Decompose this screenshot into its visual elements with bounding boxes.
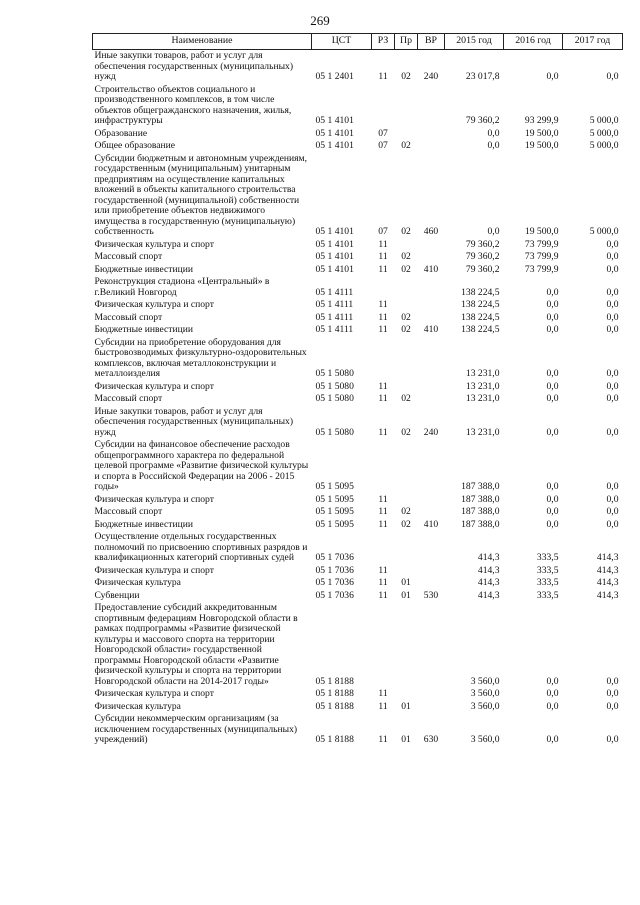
row-2015: 3 560,0 xyxy=(470,734,500,745)
row-2017: 0,0 xyxy=(606,688,619,699)
row-2016: 0,0 xyxy=(546,393,559,404)
row-rz: 07 xyxy=(378,140,388,151)
row-2016: 0,0 xyxy=(546,368,559,379)
row-2015: 138 224,5 xyxy=(461,286,500,298)
row-cst: 05 1 5080 xyxy=(315,380,354,392)
row-name: Образование xyxy=(94,127,148,139)
row-cst: 05 1 5080 xyxy=(315,393,354,404)
row-rz xyxy=(372,531,395,565)
row-2015: 0,0 xyxy=(487,127,500,139)
row-2015: 3 560,0 xyxy=(470,675,500,687)
row-vr: 460 xyxy=(423,226,439,237)
row-vr: 410 xyxy=(423,518,439,530)
row-vr xyxy=(418,565,445,578)
table-row xyxy=(93,239,623,252)
row-vr xyxy=(418,128,445,141)
row-cst: 05 1 5095 xyxy=(315,481,354,492)
row-pr: 01 xyxy=(401,700,411,712)
row-2016: 19 500,0 xyxy=(524,140,559,151)
row-cst: 05 1 5095 xyxy=(315,493,354,505)
row-rz: 11 xyxy=(378,426,388,438)
row-rz: 11 xyxy=(378,577,388,588)
row-2017: 5 000,0 xyxy=(589,226,619,237)
row-pr: 02 xyxy=(401,71,411,82)
row-rz: 11 xyxy=(378,493,388,505)
row-rz: 11 xyxy=(378,688,388,699)
row-name: Субсидии бюджетным и автономным учреждениям, государственным (муниципальным) унитарным предприятиям на осуществление капитальных вложений в объекты капитального строительства государственной (муниципальной) собственности или приобретение объектов недвижимого имущества в государственную (муниципальную) собственность xyxy=(94,152,308,237)
row-rz: 11 xyxy=(378,564,388,576)
row-rz: 11 xyxy=(378,71,388,82)
row-rz xyxy=(372,439,395,494)
row-cst: 05 1 5080 xyxy=(315,426,354,438)
table-row xyxy=(93,337,623,381)
row-vr xyxy=(418,140,445,153)
row-pr xyxy=(395,128,418,141)
row-2015: 138 224,5 xyxy=(461,324,500,335)
row-name: Физическая культура и спорт xyxy=(94,564,214,576)
row-name: Физическая культура xyxy=(94,577,181,588)
row-pr: 02 xyxy=(401,518,411,530)
row-2015: 79 360,2 xyxy=(465,251,500,262)
row-2016: 0,0 xyxy=(546,688,559,699)
row-2015: 138 224,5 xyxy=(461,311,500,323)
row-2016: 0,0 xyxy=(546,299,559,310)
row-cst: 05 1 4101 xyxy=(315,127,354,139)
row-name: Предоставление субсидий аккредитованным спортивным федерациям Новгородской области в рамках подпрограммы «Развитие физической культуры и массового спорта на территории Новгородской области» государственной программы Новгородской области «Развитие физической культуры и спорта на территории Новгородской области на 2014-2017 годы» xyxy=(94,602,298,687)
row-name: Осуществление отдельных государственных полномочий по присвоению спортивных разрядов и квалификационных категорий спортивных судей xyxy=(94,531,308,563)
row-pr xyxy=(395,494,418,507)
row-2017: 0,0 xyxy=(606,426,619,438)
table-row xyxy=(93,713,623,747)
row-2017: 0,0 xyxy=(606,675,619,687)
row-vr xyxy=(418,84,445,128)
row-2016: 0,0 xyxy=(546,493,559,505)
row-2017: 414,3 xyxy=(596,577,619,588)
table-row xyxy=(93,128,623,141)
row-name: Иные закупки товаров, работ и услуг для обеспечения государственных (муниципальных) нужд xyxy=(94,405,294,438)
row-pr xyxy=(395,337,418,381)
row-2017: 5 000,0 xyxy=(589,140,619,151)
table-row xyxy=(93,565,623,578)
row-vr xyxy=(418,239,445,252)
row-pr xyxy=(395,439,418,494)
table-row xyxy=(93,140,623,153)
row-name: Массовый спорт xyxy=(94,393,163,404)
row-pr: 02 xyxy=(401,426,411,438)
row-cst: 05 1 4111 xyxy=(315,311,354,323)
row-2016: 93 299,9 xyxy=(524,115,559,126)
row-cst: 05 1 7036 xyxy=(315,577,354,588)
row-pr: 02 xyxy=(401,506,411,517)
table-row xyxy=(93,299,623,312)
row-pr xyxy=(395,381,418,394)
row-2016: 0,0 xyxy=(546,426,559,438)
table-row xyxy=(93,519,623,532)
table-row xyxy=(93,50,623,84)
row-name: Бюджетные инвестиции xyxy=(94,263,193,275)
row-2017: 414,3 xyxy=(596,564,619,576)
row-2017: 0,0 xyxy=(606,324,619,335)
row-pr xyxy=(395,84,418,128)
row-2015: 187 388,0 xyxy=(461,506,500,517)
row-2015: 187 388,0 xyxy=(461,493,500,505)
row-2015: 0,0 xyxy=(487,140,500,151)
row-2017: 5 000,0 xyxy=(589,127,619,139)
row-cst: 05 1 7036 xyxy=(315,552,354,563)
row-2015: 13 231,0 xyxy=(465,380,500,392)
row-2016: 333,5 xyxy=(536,589,559,601)
row-rz: 11 xyxy=(378,311,388,323)
row-name: Бюджетные инвестиции xyxy=(94,324,193,335)
row-2016: 0,0 xyxy=(546,700,559,712)
row-cst: 05 1 4101 xyxy=(315,115,354,126)
table-body xyxy=(93,50,623,747)
row-vr xyxy=(418,688,445,701)
row-2016: 333,5 xyxy=(536,577,559,588)
row-name: Субсидии на финансовое обеспечение расходов общепрограммного характера по федеральной целевой программе «Развитие физической культуры и спорта в Российской Федерации на 2006 - 2015 годы» xyxy=(94,439,309,492)
table-row xyxy=(93,577,623,590)
row-cst: 05 1 4101 xyxy=(315,226,354,237)
row-2017: 0,0 xyxy=(606,700,619,712)
row-2015: 79 360,2 xyxy=(465,238,500,250)
row-name: Иные закупки товаров, работ и услуг для обеспечения государственных (муниципальных) нужд xyxy=(94,50,294,82)
row-2015: 187 388,0 xyxy=(461,481,500,492)
row-2016: 0,0 xyxy=(546,71,559,82)
budget-table xyxy=(92,33,623,747)
row-cst: 05 1 8188 xyxy=(315,700,354,712)
row-pr xyxy=(395,565,418,578)
row-2015: 414,3 xyxy=(477,552,500,563)
table-row xyxy=(93,531,623,565)
row-vr xyxy=(418,251,445,264)
row-vr xyxy=(418,494,445,507)
table-row xyxy=(93,264,623,277)
row-vr xyxy=(418,577,445,590)
table-row xyxy=(93,312,623,325)
row-name: Физическая культура и спорт xyxy=(94,493,214,505)
row-rz xyxy=(372,602,395,688)
page-number: 269 xyxy=(310,13,330,28)
row-2017: 0,0 xyxy=(606,286,619,298)
row-cst: 05 1 5080 xyxy=(315,368,354,379)
row-2017: 5 000,0 xyxy=(589,115,619,126)
row-2017: 0,0 xyxy=(606,393,619,404)
row-2016: 0,0 xyxy=(546,506,559,517)
header-cst: ЦСТ xyxy=(312,34,372,50)
row-rz: 11 xyxy=(378,263,388,275)
row-rz: 11 xyxy=(378,238,388,250)
header-year-2016: 2016 год xyxy=(504,34,563,50)
row-pr: 02 xyxy=(401,226,411,237)
row-name: Субсидии на приобретение оборудования для быстровозводимых физкультурно-оздоровительных комплексов, включая металлоконструкции и металлоизделия xyxy=(94,336,307,379)
table-row xyxy=(93,381,623,394)
row-cst: 05 1 7036 xyxy=(315,589,354,601)
row-vr xyxy=(418,602,445,688)
row-vr xyxy=(418,506,445,519)
row-rz: 11 xyxy=(378,589,388,601)
row-rz: 11 xyxy=(378,393,388,404)
row-2017: 0,0 xyxy=(606,71,619,82)
row-2017: 0,0 xyxy=(606,493,619,505)
row-cst: 05 1 4111 xyxy=(315,286,354,298)
row-cst: 05 1 4101 xyxy=(315,238,354,250)
row-2017: 0,0 xyxy=(606,380,619,392)
row-2016: 0,0 xyxy=(546,481,559,492)
row-name: Массовый спорт xyxy=(94,506,163,517)
row-2017: 0,0 xyxy=(606,251,619,262)
row-name: Реконструкция стадиона «Центральный» в г.Великий Новгород xyxy=(94,276,270,298)
row-vr: 410 xyxy=(423,263,439,275)
row-name: Физическая культура и спорт xyxy=(94,299,214,310)
row-name: Бюджетные инвестиции xyxy=(94,518,193,530)
row-cst: 05 1 8188 xyxy=(315,688,354,699)
row-2015: 3 560,0 xyxy=(470,688,500,699)
row-pr: 01 xyxy=(401,577,411,588)
row-rz: 11 xyxy=(378,251,388,262)
row-rz xyxy=(372,337,395,381)
row-vr xyxy=(418,276,445,299)
row-cst: 05 1 5095 xyxy=(315,518,354,530)
row-2015: 79 360,2 xyxy=(465,115,500,126)
header-year-2017: 2017 год xyxy=(563,34,623,50)
row-cst: 05 1 4101 xyxy=(315,263,354,275)
row-vr xyxy=(418,381,445,394)
table-row xyxy=(93,506,623,519)
row-name: Физическая культура и спорт xyxy=(94,688,214,699)
row-2017: 0,0 xyxy=(606,311,619,323)
row-2017: 0,0 xyxy=(606,238,619,250)
row-rz: 11 xyxy=(378,734,388,745)
row-vr: 240 xyxy=(423,71,439,82)
row-2016: 0,0 xyxy=(546,311,559,323)
table-row xyxy=(93,439,623,494)
row-pr: 02 xyxy=(401,140,411,151)
row-name: Физическая культура xyxy=(94,700,181,712)
row-pr: 02 xyxy=(401,324,411,335)
row-rz: 07 xyxy=(378,127,388,139)
row-rz: 11 xyxy=(378,700,388,712)
row-cst: 05 1 7036 xyxy=(315,564,354,576)
table-row xyxy=(93,688,623,701)
row-2015: 138 224,5 xyxy=(461,299,500,310)
header-pr: Пр xyxy=(395,34,418,50)
row-vr: 530 xyxy=(423,589,439,601)
row-2015: 3 560,0 xyxy=(470,700,500,712)
row-vr: 630 xyxy=(423,734,439,745)
header-year-2015: 2015 год xyxy=(445,34,504,50)
row-rz: 07 xyxy=(378,226,388,237)
row-2016: 0,0 xyxy=(546,518,559,530)
row-2016: 0,0 xyxy=(546,380,559,392)
row-pr xyxy=(395,239,418,252)
row-2017: 0,0 xyxy=(606,299,619,310)
row-2016: 73 799,9 xyxy=(524,238,559,250)
table-row xyxy=(93,153,623,239)
row-2015: 79 360,2 xyxy=(465,263,500,275)
row-rz: 11 xyxy=(378,518,388,530)
table-row xyxy=(93,393,623,406)
row-cst: 05 1 4101 xyxy=(315,140,354,151)
row-vr xyxy=(418,299,445,312)
row-pr xyxy=(395,602,418,688)
row-2016: 333,5 xyxy=(536,552,559,563)
row-name: Физическая культура и спорт xyxy=(94,238,214,250)
row-pr: 02 xyxy=(401,263,411,275)
row-cst: 05 1 8188 xyxy=(315,734,354,745)
row-vr: 410 xyxy=(423,324,439,335)
table-row xyxy=(93,590,623,603)
row-2015: 23 017,8 xyxy=(465,71,500,82)
row-vr xyxy=(418,337,445,381)
row-2016: 73 799,9 xyxy=(524,251,559,262)
table-row xyxy=(93,494,623,507)
row-2016: 19 500,0 xyxy=(524,127,559,139)
row-2015: 414,3 xyxy=(477,589,500,601)
row-2015: 13 231,0 xyxy=(465,426,500,438)
row-2017: 414,3 xyxy=(596,552,619,563)
row-name: Массовый спорт xyxy=(94,251,163,262)
row-2017: 0,0 xyxy=(606,263,619,275)
table-header xyxy=(93,34,623,50)
row-2015: 187 388,0 xyxy=(461,518,500,530)
row-name: Физическая культура и спорт xyxy=(94,380,214,392)
row-pr xyxy=(395,299,418,312)
row-2016: 0,0 xyxy=(546,286,559,298)
row-name: Общее образование xyxy=(94,140,176,151)
row-name: Субвенции xyxy=(94,589,140,601)
row-2015: 13 231,0 xyxy=(465,368,500,379)
header-vr: ВР xyxy=(418,34,445,50)
row-rz: 11 xyxy=(378,324,388,335)
table-row xyxy=(93,701,623,714)
table-row xyxy=(93,251,623,264)
row-pr: 02 xyxy=(401,311,411,323)
row-cst: 05 1 4101 xyxy=(315,251,354,262)
row-vr xyxy=(418,439,445,494)
row-2016: 19 500,0 xyxy=(524,226,559,237)
row-cst: 05 1 8188 xyxy=(315,675,354,687)
row-pr xyxy=(395,531,418,565)
table-row xyxy=(93,276,623,299)
row-vr xyxy=(418,531,445,565)
row-2015: 0,0 xyxy=(487,226,500,237)
row-cst: 05 1 4111 xyxy=(315,324,354,335)
table-row xyxy=(93,406,623,440)
row-vr xyxy=(418,393,445,406)
row-rz: 11 xyxy=(378,506,388,517)
row-rz: 11 xyxy=(378,380,388,392)
row-2016: 0,0 xyxy=(546,734,559,745)
row-pr xyxy=(395,688,418,701)
table-row xyxy=(93,602,623,688)
row-2017: 0,0 xyxy=(606,368,619,379)
row-2017: 0,0 xyxy=(606,506,619,517)
row-2016: 333,5 xyxy=(536,564,559,576)
row-2015: 414,3 xyxy=(477,564,500,576)
table-row xyxy=(93,324,623,337)
row-vr xyxy=(418,701,445,714)
row-2016: 73 799,9 xyxy=(524,263,559,275)
row-rz xyxy=(372,276,395,299)
row-2017: 414,3 xyxy=(596,589,619,601)
row-2016: 0,0 xyxy=(546,324,559,335)
row-name: Строительство объектов социального и производственного комплексов, в том числе объектов общегражданского назначения, жилья, инфраструктуры xyxy=(94,83,292,126)
row-pr xyxy=(395,276,418,299)
row-name: Субсидии некоммерческим организациям (за исключением государственных (муниципальных) учреждений) xyxy=(94,713,298,745)
row-pr: 01 xyxy=(401,589,411,601)
row-cst: 05 1 2401 xyxy=(315,71,354,82)
header-rz: РЗ xyxy=(372,34,395,50)
row-pr: 02 xyxy=(401,251,411,262)
row-vr xyxy=(418,312,445,325)
row-2015: 13 231,0 xyxy=(465,393,500,404)
row-2017: 0,0 xyxy=(606,734,619,745)
row-pr: 02 xyxy=(401,393,411,404)
row-2017: 0,0 xyxy=(606,481,619,492)
row-vr: 240 xyxy=(423,426,439,438)
row-2015: 414,3 xyxy=(477,577,500,588)
row-cst: 05 1 5095 xyxy=(315,506,354,517)
row-2016: 0,0 xyxy=(546,675,559,687)
row-rz xyxy=(372,84,395,128)
row-rz: 11 xyxy=(378,299,388,310)
row-2017: 0,0 xyxy=(606,518,619,530)
row-name: Массовый спорт xyxy=(94,311,163,323)
row-pr: 01 xyxy=(401,734,411,745)
header-name: Наименование xyxy=(93,34,312,50)
table-row xyxy=(93,84,623,128)
row-cst: 05 1 4111 xyxy=(315,299,354,310)
